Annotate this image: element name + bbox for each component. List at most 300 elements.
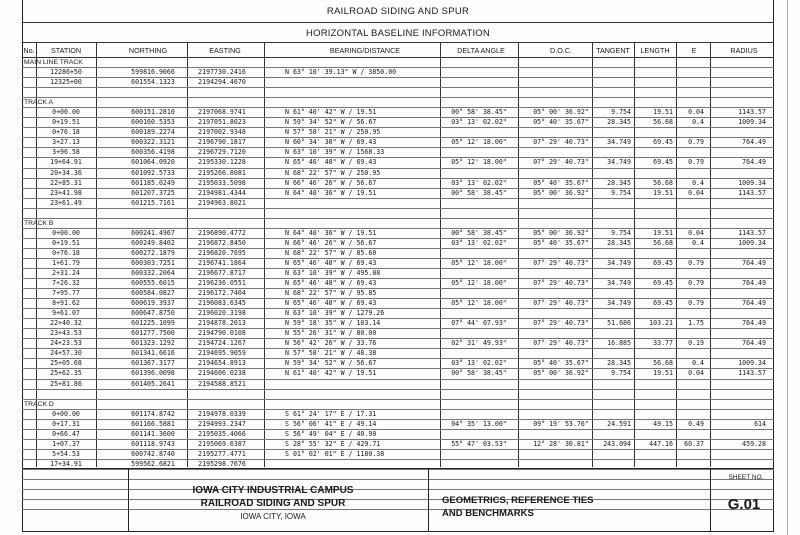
title-block-divider <box>428 468 429 532</box>
bearing-cell: N 64° 40' 36" W / 19.51 <box>285 188 377 197</box>
tangent-cell: 34.749 <box>607 158 631 167</box>
northing-cell: 600189.2274 <box>131 128 175 137</box>
northing-cell: 601118.9743 <box>131 439 175 448</box>
station-cell: 0+00.00 <box>52 228 80 237</box>
delta-angle-cell: 03° 13' 02.02" <box>451 178 507 187</box>
northing-cell: 599816.9066 <box>131 68 175 77</box>
bearing-cell: N 63° 10' 39" W / 1279.26 <box>285 309 385 318</box>
bearing-cell: N 65° 46' 48" W / 69.43 <box>285 299 377 308</box>
external-cell: 60.37 <box>684 439 704 448</box>
northing-cell: 600555.6015 <box>131 279 175 288</box>
length-cell: 19.51 <box>653 108 673 117</box>
external-cell: 0.79 <box>688 299 704 308</box>
bearing-cell: N 59° 34' 52" W / 56.67 <box>285 118 377 127</box>
bearing-cell: N 66° 46' 26" W / 56.67 <box>285 178 377 187</box>
project-subname: RAILROAD SIDING AND SPUR <box>200 498 346 509</box>
section-header <box>22 219 774 229</box>
northing-cell: 601141.3600 <box>131 429 175 438</box>
external-cell: 0.4 <box>692 359 704 368</box>
bearing-cell: N 65° 46' 48" W / 69.43 <box>285 279 377 288</box>
station-cell: 25+05.68 <box>50 359 82 368</box>
blank-row <box>22 209 774 219</box>
station-cell: 2+31.24 <box>52 268 80 277</box>
station-cell: 8+91.62 <box>52 299 80 308</box>
delta-angle-cell: 05° 12' 18.00" <box>451 158 507 167</box>
radius-cell: 1143.57 <box>738 108 766 117</box>
easting-cell: 2195069.6387 <box>198 439 246 448</box>
bearing-cell: N 56° 42' 26" W / 33.76 <box>285 339 377 348</box>
station-cell: 7+95.77 <box>52 289 80 298</box>
radius-cell: 459.28 <box>742 439 766 448</box>
doc-cell: 05° 00' 36.92" <box>533 228 589 237</box>
easting-cell: 2195035.4066 <box>198 429 246 438</box>
external-cell: 0.49 <box>688 419 704 428</box>
blank-row <box>22 390 774 400</box>
easting-cell: 2194606.0238 <box>198 369 246 378</box>
easting-cell: 2196677.8717 <box>198 268 246 277</box>
external-cell: 0.79 <box>688 258 704 267</box>
tangent-cell: 9.754 <box>611 228 631 237</box>
tangent-cell: 34.749 <box>607 279 631 288</box>
bearing-cell: S 61° 24' 17" E / 17.31 <box>285 409 377 418</box>
table-row <box>22 420 774 430</box>
col-header-delta: DELTA ANGLE <box>457 46 505 55</box>
bearing-cell: N 66° 46' 26" W / 56.67 <box>285 238 377 247</box>
table-row <box>22 148 774 158</box>
easting-cell: 2195277.4771 <box>198 449 246 458</box>
sheet-title <box>442 494 594 520</box>
tangent-cell: 9.754 <box>611 369 631 378</box>
external-cell: 0.04 <box>688 188 704 197</box>
station-cell: 3+96.58 <box>52 148 80 157</box>
easting-cell: 2194294.4670 <box>198 78 246 87</box>
northing-cell: 600303.7251 <box>131 258 175 267</box>
radius-cell: 764.49 <box>742 339 766 348</box>
bearing-cell: N 68° 22' 57" W / 95.85 <box>285 289 377 298</box>
table-row <box>22 309 774 319</box>
tangent-cell: 9.754 <box>611 188 631 197</box>
doc-cell: 05° 40' 35.67" <box>533 359 589 368</box>
table-row <box>22 249 774 259</box>
external-cell: 0.4 <box>692 238 704 247</box>
northing-cell: 601554.1323 <box>131 78 175 87</box>
northing-cell: 600742.8740 <box>131 449 175 458</box>
easting-cell: 2196172.7404 <box>198 289 246 298</box>
station-cell: 7+26.32 <box>52 279 80 288</box>
delta-angle-cell: 04° 35' 13.00" <box>451 419 507 428</box>
station-cell: 24+23.53 <box>50 339 82 348</box>
easting-cell: 2196820.7695 <box>198 248 246 257</box>
station-cell: 0+19.51 <box>52 118 80 127</box>
station-cell: 0+19.51 <box>52 238 80 247</box>
delta-angle-cell: 00° 58' 38.45" <box>451 369 507 378</box>
radius-cell: 1009.34 <box>738 238 766 247</box>
easting-cell: 2196020.3198 <box>198 309 246 318</box>
northing-cell: 601092.5733 <box>131 168 175 177</box>
external-cell: 0.79 <box>688 138 704 147</box>
bearing-cell: S 28° 55' 32" E / 429.71 <box>285 439 381 448</box>
external-cell: 0.79 <box>688 158 704 167</box>
col-header-easting: EASTING <box>209 46 241 55</box>
easting-cell: 2196741.1864 <box>198 258 246 267</box>
table-row <box>22 108 774 118</box>
length-cell: 56.68 <box>653 118 673 127</box>
bearing-cell: N 59° 34' 52" W / 56.67 <box>285 359 377 368</box>
doc-cell: 09° 19' 53.76" <box>533 419 589 428</box>
northing-cell: 600160.5353 <box>131 118 175 127</box>
col-header-northing: NORTHING <box>128 46 168 55</box>
delta-angle-cell: 55° 47' 03.53" <box>451 439 507 448</box>
doc-cell: 07° 29' 40.73" <box>533 279 589 288</box>
bearing-cell: N 60° 34' 30" W / 69.43 <box>285 138 377 147</box>
blank-row <box>22 88 774 98</box>
station-cell: 3+27.13 <box>52 138 80 147</box>
col-header-e: E <box>691 46 697 55</box>
station-cell: 25+62.35 <box>50 369 82 378</box>
doc-cell: 07° 29' 40.73" <box>533 319 589 328</box>
external-cell: 0.04 <box>688 108 704 117</box>
sheet-edge <box>787 0 788 535</box>
col-header-bearing: BEARING/DISTANCE <box>329 46 401 55</box>
easting-cell: 2194654.8913 <box>198 359 246 368</box>
external-cell: 0.04 <box>688 369 704 378</box>
station-cell: 0+76.18 <box>52 128 80 137</box>
doc-cell: 05° 00' 36.92" <box>533 108 589 117</box>
tangent-cell: 24.591 <box>607 419 631 428</box>
tangent-cell: 16.885 <box>607 339 631 348</box>
easting-cell: 2194878.2013 <box>198 319 246 328</box>
station-cell: 0+00.00 <box>52 108 80 117</box>
northing-cell: 600647.8750 <box>131 309 175 318</box>
length-cell: 56.68 <box>653 178 673 187</box>
northing-cell: 601323.1292 <box>131 339 175 348</box>
table-row <box>22 359 774 369</box>
table-row <box>22 158 774 168</box>
radius-cell: 764.49 <box>742 158 766 167</box>
radius-cell: 764.49 <box>742 299 766 308</box>
doc-cell: 07° 29' 40.73" <box>533 138 589 147</box>
bearing-cell: N 63° 10' 39" W / 495.08 <box>285 268 381 277</box>
easting-cell: 2195330.1228 <box>198 158 246 167</box>
radius-cell: 764.49 <box>742 258 766 267</box>
bearing-cell: N 61° 40' 42" W / 19.51 <box>285 108 377 117</box>
easting-cell: 2196236.0551 <box>198 279 246 288</box>
delta-angle-cell: 00° 58' 38.45" <box>451 188 507 197</box>
tangent-cell: 28.345 <box>607 238 631 247</box>
bearing-cell: S 01° 02' 01" E / 1180.38 <box>285 449 385 458</box>
table-row <box>22 229 774 239</box>
length-cell: 69.45 <box>653 158 673 167</box>
station-cell: 5+54.53 <box>52 449 80 458</box>
table-row <box>22 169 774 179</box>
divider <box>22 42 774 43</box>
sheet-title-line2: AND BENCHMARKS <box>442 508 534 519</box>
tangent-cell: 51.686 <box>607 319 631 328</box>
northing-cell: 600249.8402 <box>131 238 175 247</box>
bearing-cell: N 68° 22' 57" W / 85.60 <box>285 248 377 257</box>
external-cell: 0.4 <box>692 118 704 127</box>
radius-cell: 764.49 <box>742 279 766 288</box>
doc-cell: 05° 40' 35.67" <box>533 118 589 127</box>
bearing-cell: N 65° 46' 48" W / 69.43 <box>285 258 377 267</box>
divider <box>22 22 774 23</box>
northing-cell: 601064.0920 <box>131 158 175 167</box>
table-row <box>22 410 774 420</box>
sheet-title-line1: GEOMETRICS, REFERENCE TIES <box>442 495 594 506</box>
delta-angle-cell: 05° 12' 18.00" <box>451 299 507 308</box>
col-header-station: STATION <box>50 46 82 55</box>
table-row <box>22 68 774 78</box>
northing-cell: 600272.1879 <box>131 248 175 257</box>
doc-cell: 05° 40' 35.67" <box>533 238 589 247</box>
station-cell: 23+43.53 <box>50 329 82 338</box>
table-row <box>22 380 774 390</box>
easting-cell: 2196083.6345 <box>198 299 246 308</box>
length-cell: 19.51 <box>653 188 673 197</box>
table-row <box>22 329 774 339</box>
title-block-divider <box>710 468 711 532</box>
col-header-doc: D.O.C. <box>550 46 572 55</box>
easting-cell: 2194695.9059 <box>198 349 246 358</box>
tangent-cell: 9.754 <box>611 108 631 117</box>
project-title <box>138 484 408 523</box>
section-label: MAIN LINE TRACK <box>24 59 83 66</box>
table-row <box>22 138 774 148</box>
tangent-cell: 34.749 <box>607 299 631 308</box>
bearing-cell: S 56° 06' 41" E / 49.14 <box>285 419 377 428</box>
table-row <box>22 349 774 359</box>
bearing-cell: N 65° 46' 48" W / 69.43 <box>285 158 377 167</box>
northing-cell: 599562.6821 <box>131 459 175 468</box>
station-cell: 24+57.30 <box>50 349 82 358</box>
table-row <box>22 128 774 138</box>
table-row <box>22 199 774 209</box>
station-cell: 9+61.07 <box>52 309 80 318</box>
easting-cell: 2196729.7120 <box>198 148 246 157</box>
table-row <box>22 430 774 440</box>
easting-cell: 2194963.8021 <box>198 198 246 207</box>
length-cell: 19.51 <box>653 228 673 237</box>
length-cell: 49.15 <box>653 419 673 428</box>
section-label: TRACK B <box>24 219 54 227</box>
radius-cell: 1143.57 <box>738 228 766 237</box>
doc-cell: 07° 29' 40.73" <box>533 258 589 267</box>
delta-angle-cell: 07° 44' 07.93" <box>451 319 507 328</box>
table-row <box>22 440 774 450</box>
col-header-no: No. <box>23 46 35 55</box>
easting-cell: 2195298.7676 <box>198 459 246 468</box>
northing-cell: 601207.3725 <box>131 188 175 197</box>
easting-cell: 2197730.2416 <box>198 68 246 77</box>
easting-cell: 2197068.9741 <box>198 108 246 117</box>
station-cell: 0+00.00 <box>52 409 80 418</box>
delta-angle-cell: 05° 12' 18.00" <box>451 258 507 267</box>
northing-cell: 601277.7500 <box>131 329 175 338</box>
station-cell: 17+34.91 <box>50 459 82 468</box>
doc-cell: 07° 29' 40.73" <box>533 158 589 167</box>
station-cell: 20+34.36 <box>50 168 82 177</box>
tangent-cell: 28.345 <box>607 178 631 187</box>
northing-cell: 601341.6616 <box>131 349 175 358</box>
length-cell: 56.68 <box>653 238 673 247</box>
length-cell: 447.16 <box>649 439 673 448</box>
bearing-cell: N 59° 18' 35" W / 103.14 <box>285 319 381 328</box>
external-cell: 0.19 <box>688 339 704 348</box>
table-row <box>22 299 774 309</box>
easting-cell: 2194981.4344 <box>198 188 246 197</box>
length-cell: 69.45 <box>653 299 673 308</box>
section-label: TRACK A <box>24 99 54 107</box>
project-name: IOWA CITY INDUSTRIAL CAMPUS <box>192 485 354 496</box>
bearing-cell: N 63° 10' 39.13" W / 3850.00 <box>285 68 397 77</box>
northing-cell: 601396.0098 <box>131 369 175 378</box>
bearing-cell: N 61° 40' 42" W / 19.51 <box>285 369 377 378</box>
station-cell: 22+40.32 <box>50 319 82 328</box>
tangent-cell: 34.749 <box>607 258 631 267</box>
project-location: IOWA CITY, IOWA <box>240 512 306 521</box>
northing-cell: 600241.4967 <box>131 228 175 237</box>
northing-cell: 601225.1099 <box>131 319 175 328</box>
easting-cell: 2194588.8521 <box>198 379 246 388</box>
easting-cell: 2194790.0108 <box>198 329 246 338</box>
table-row <box>22 118 774 128</box>
delta-angle-cell: 05° 12' 18.00" <box>451 138 507 147</box>
table-row <box>22 78 774 88</box>
tangent-cell: 28.345 <box>607 118 631 127</box>
radius-cell: 1009.34 <box>738 178 766 187</box>
northing-cell: 601185.0249 <box>131 178 175 187</box>
length-cell: 19.51 <box>653 369 673 378</box>
doc-cell: 07° 29' 40.73" <box>533 339 589 348</box>
length-cell: 56.68 <box>653 359 673 368</box>
table-row <box>22 319 774 329</box>
tangent-cell: 28.345 <box>607 359 631 368</box>
bearing-cell: N 57° 58' 21" W / 250.95 <box>285 128 381 137</box>
title-block-divider <box>128 468 129 532</box>
northing-cell: 600151.2810 <box>131 108 175 117</box>
easting-cell: 2195266.8081 <box>198 168 246 177</box>
easting-cell: 2196872.8450 <box>198 238 246 247</box>
northing-cell: 600332.2064 <box>131 268 175 277</box>
col-header-length: LENGTH <box>640 46 670 55</box>
col-header-tangent: TANGENT <box>596 46 630 55</box>
northing-cell: 601405.2641 <box>131 379 175 388</box>
doc-cell: 05° 00' 36.92" <box>533 369 589 378</box>
tangent-cell: 34.749 <box>607 138 631 147</box>
table-row <box>22 339 774 349</box>
bearing-cell: S 56° 49' 04" E / 40.90 <box>285 429 377 438</box>
station-cell: 0+17.31 <box>52 419 80 428</box>
northing-cell: 600356.4198 <box>131 148 175 157</box>
northing-cell: 601174.8742 <box>131 409 175 418</box>
bearing-cell: N 55° 26' 31" W / 80.00 <box>285 329 377 338</box>
doc-cell: 12° 28' 30.81" <box>533 439 589 448</box>
external-cell: 0.04 <box>688 228 704 237</box>
station-cell: 0+76.18 <box>52 248 80 257</box>
radius-cell: 1009.34 <box>738 118 766 127</box>
station-cell: 23+61.49 <box>50 198 82 207</box>
tangent-cell: 243.094 <box>603 439 631 448</box>
doc-cell: 05° 00' 36.92" <box>533 188 589 197</box>
delta-angle-cell: 03° 13' 02.02" <box>451 118 507 127</box>
radius-cell: 1009.34 <box>738 359 766 368</box>
easting-cell: 2194724.1267 <box>198 339 246 348</box>
delta-angle-cell: 05° 12' 18.00" <box>451 279 507 288</box>
delta-angle-cell: 03° 13' 02.02" <box>451 238 507 247</box>
external-cell: 0.79 <box>688 279 704 288</box>
table-row <box>22 289 774 299</box>
station-cell: 12286+50 <box>50 68 82 77</box>
table-row <box>22 450 774 460</box>
easting-cell: 2196890.4772 <box>198 228 246 237</box>
delta-angle-cell: 02° 31' 49.93" <box>451 339 507 348</box>
table-row <box>22 369 774 379</box>
doc-cell: 07° 29' 40.73" <box>533 299 589 308</box>
station-cell: 0+66.47 <box>52 429 80 438</box>
table-title: RAILROAD SIDING AND SPUR <box>326 6 470 17</box>
northing-cell: 601367.3177 <box>131 359 175 368</box>
external-cell: 0.4 <box>692 178 704 187</box>
easting-cell: 2194978.0339 <box>198 409 246 418</box>
sheet-number: G.01 <box>727 496 761 513</box>
radius-cell: 764.49 <box>742 138 766 147</box>
delta-angle-cell: 00° 58' 38.45" <box>451 108 507 117</box>
section-header <box>22 400 774 410</box>
section-label: TRACK D <box>24 400 54 408</box>
col-header-radius: RADIUS <box>730 46 758 55</box>
station-cell: 1+07.37 <box>52 439 80 448</box>
external-cell: 1.75 <box>688 319 704 328</box>
northing-cell: 601215.7161 <box>131 198 175 207</box>
station-cell: 1+61.79 <box>52 258 80 267</box>
radius-cell: 614 <box>754 419 766 428</box>
delta-angle-cell: 00° 58' 38.45" <box>451 228 507 237</box>
station-cell: 22+85.31 <box>50 178 82 187</box>
northing-cell: 600619.3937 <box>131 299 175 308</box>
table-row <box>22 279 774 289</box>
length-cell: 69.45 <box>653 279 673 288</box>
bearing-cell: N 63° 10' 39" W / 1568.33 <box>285 148 385 157</box>
baseline-table <box>22 58 774 510</box>
easting-cell: 2196790.1817 <box>198 138 246 147</box>
northing-cell: 600584.0827 <box>131 289 175 298</box>
table-row <box>22 189 774 199</box>
table-row <box>22 259 774 269</box>
station-cell: 25+81.86 <box>50 379 82 388</box>
length-cell: 69.45 <box>653 138 673 147</box>
easting-cell: 2197051.8023 <box>198 118 246 127</box>
easting-cell: 2195033.5098 <box>198 178 246 187</box>
length-cell: 69.45 <box>653 258 673 267</box>
northing-cell: 601166.5881 <box>131 419 175 428</box>
radius-cell: 764.49 <box>742 319 766 328</box>
station-cell: 19+64.91 <box>50 158 82 167</box>
doc-cell: 05° 40' 35.67" <box>533 178 589 187</box>
table-row <box>22 239 774 249</box>
length-cell: 33.77 <box>653 339 673 348</box>
table-subtitle: HORIZONTAL BASELINE INFORMATION <box>306 28 490 39</box>
radius-cell: 1143.57 <box>738 188 766 197</box>
bearing-cell: N 57° 58' 21" W / 48.38 <box>285 349 377 358</box>
station-cell: 12325+00 <box>50 78 82 87</box>
delta-angle-cell: 03° 13' 02.02" <box>451 359 507 368</box>
radius-cell: 1143.57 <box>738 369 766 378</box>
easting-cell: 2197002.9348 <box>198 128 246 137</box>
bearing-cell: N 68° 22' 57" W / 250.95 <box>285 168 381 177</box>
station-cell: 23+41.98 <box>50 188 82 197</box>
table-row <box>22 179 774 189</box>
table-row <box>22 269 774 279</box>
